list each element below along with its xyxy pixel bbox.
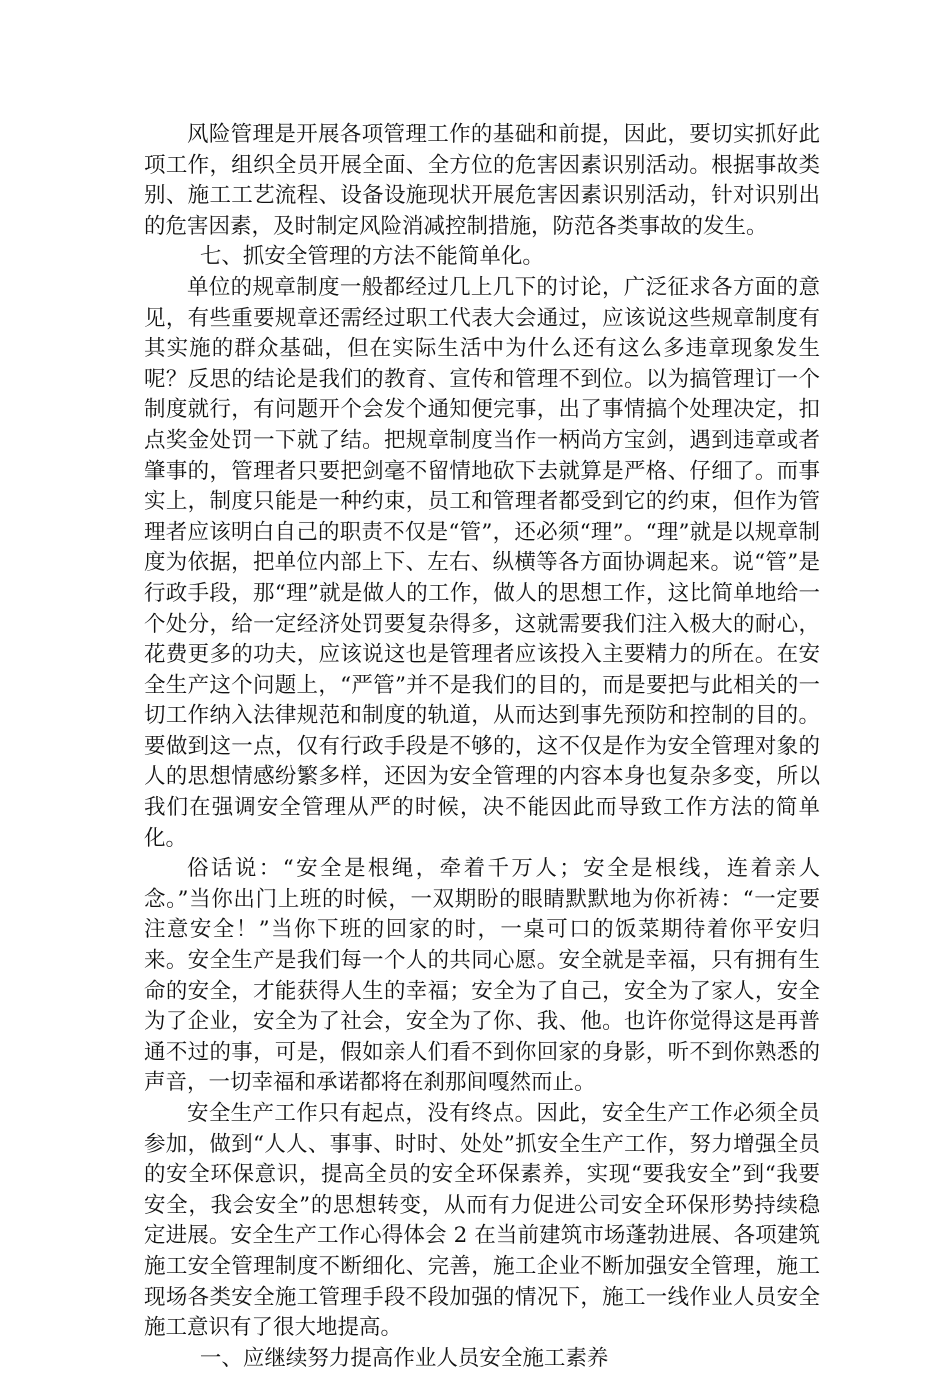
paragraph-proverb-safety: 俗话说：“安全是根绳，牵着千万人；安全是根线，连着亲人念。”当你出门上班的时候，一双期盼的眼睛默默地为你祈祷：“一定要注意安全！”当你下班的回家的时，一桌可口的饭菜期待着你平安归来。安全生产是我们每一个人的共同心愿。安全就是幸福，只有拥有生命的安全，才能获得人生的幸福；安全为了自己，安全为了家人，安全为了企业，安全为了社会，安全为了你、我、他。也许你觉得这是再普通不过的事，可是，假如亲人们看不到你回家的身影，听不到你熟悉的声音，一切幸福和承诺都将在刹那间嘎然而止。 <box>144 856 820 1096</box>
paragraph-rules-and-management: 单位的规章制度一般都经过几上几下的讨论，广泛征求各方面的意见，有些重要规章还需经过职工代表大会通过，应该说这些规章制度有其实施的群众基础，但在实际生活中为什么还有这么多违章现象发生呢？反思的结论是我们的教育、宣传和管理不到位。以为搞管理订一个制度就行，有问题开个会发个通知便完事，出了事情搞个处理决定，扣点奖金处罚一下就了结。把规章制度当作一柄尚方宝剑，遇到违章或者肇事的，管理者只要把剑毫不留情地砍下去就算是严格、仔细了。而事实上，制度只能是一种约束，员工和管理者都受到它的约束，但作为管理者应该明白自己的职责不仅是“管”，还必须“理”。“理”就是以规章制度为依据，把单位内部上下、左右、纵横等各方面协调起来。说“管”是行政手段，那“理”就是做人的工作，做人的思想工作，这比简单地给一个处分，给一定经济处罚要复杂得多，这就需要我们注入极大的耐心，花费更多的功夫，应该说这也是管理者应该投入主要精力的所在。在安全生产这个问题上，“严管”并不是我们的目的，而是要把与此相关的一切工作纳入法律规范和制度的轨道，从而达到事先预防和控制的目的。要做到这一点，仅有行政手段是不够的，这不仅是作为安全管理对象的人的思想情感纷繁多样，还因为安全管理的内容本身也复杂多变，所以我们在强调安全管理从严的时候，决不能因此而导致工作方法的简单化。 <box>144 274 820 851</box>
section-heading-one: 一、应继续努力提高作业人员安全施工素养 <box>199 1345 609 1371</box>
document-body <box>144 120 820 1374</box>
paragraph-safety-production: 安全生产工作只有起点，没有终点。因此，安全生产工作必须全员参加，做到“人人、事事、时时、处处”抓安全生产工作，努力增强全员的安全环保意识，提高全员的安全环保素养，实现“要我安全”到“我要安全，我会安全”的思想转变，从而有力促进公司安全环保形势持续稳定进展。安全生产工作心得体会 2 在当前建筑市场蓬勃进展、各项建筑施工安全管理制度不断细化、完善，施工企业不断加强安全管理，施工现场各类安全施工管理手段不段加强的情况下，施工一线作业人员安全施工意识有了很大地提高。 <box>144 1101 820 1341</box>
section-heading-seven: 七、抓安全管理的方法不能简单化。 <box>199 244 544 270</box>
paragraph-risk-management: 风险管理是开展各项管理工作的基础和前提，因此，要切实抓好此项工作，组织全员开展全面、全方位的危害因素识别活动。根据事故类别、施工工艺流程、设备设施现状开展危害因素识别活动，针对识别出的危害因素，及时制定风险消减控制措施，防范各类事故的发生。 <box>144 122 820 239</box>
